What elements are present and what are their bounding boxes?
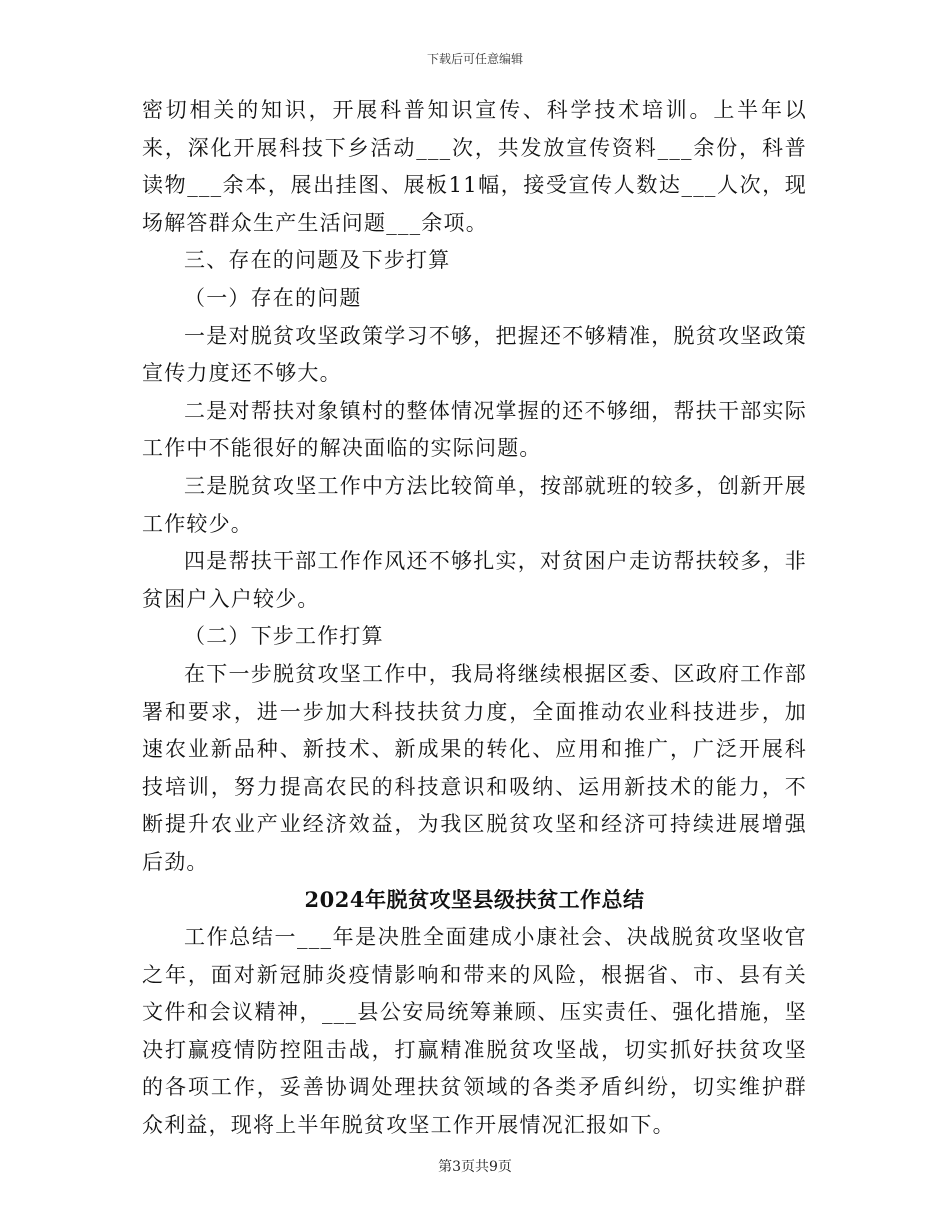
document-body <box>142 92 807 1145</box>
paragraph-next-steps: 在下一步脱贫攻坚工作中，我局将继续根据区委、区政府工作部署和要求，进一步加大科技扶贫力度，全面推动农业科技进步，加速农业新品种、新技术、新成果的转化、应用和推广，广泛开展科技培训，努力提高农民的科技意识和吸纳、运用新技术的能力，不断提升农业产业经济效益，为我区脱贫攻坚和经济可持续进展增强后劲。 <box>142 661 807 874</box>
section-heading-problems-plans: 三、存在的问题及下步打算 <box>184 248 451 273</box>
paragraph-continued: 密切相关的知识，开展科普知识宣传、科学技术培训。上半年以来，深化开展科技下乡活动___次，共发放宣传资料___余份，科普读物___余本，展出挂图、展板11幅，接受宣传人数达___人次，现场解答群众生产生活问题___余项。 <box>142 98 807 235</box>
paragraph-problem-2: 二是对帮扶对象镇村的整体情况掌握的还不够细，帮扶干部实际工作中不能很好的解决面临的实际问题。 <box>142 398 807 461</box>
subheading-problems: （一）存在的问题 <box>184 285 362 310</box>
paragraph-problem-4: 四是帮扶干部工作作风还不够扎实，对贫困户走访帮扶较多，非贫困户入户较少。 <box>142 549 807 611</box>
document-title: 2024年脱贫攻坚县级扶贫工作总结 <box>304 887 645 913</box>
page-number: 第3页共9页 <box>438 1159 512 1175</box>
paragraph-summary-intro: 工作总结一___年是决胜全面建成小康社会、决战脱贫攻坚收官之年，面对新冠肺炎疫情影响和带来的风险，根据省、市、县有关文件和会议精神，___县公安局统筹兼顾、压实责任、强化措施，坚决打赢疫情防控阻击战，打赢精准脱贫攻坚战，切实抓好扶贫攻坚的各项工作，妥善协调处理扶贫领域的各类矛盾纠纷，切实维护群众利益，现将上半年脱贫攻坚工作开展情况汇报如下。 <box>142 925 807 1138</box>
paragraph-problem-3: 三是脱贫攻坚工作中方法比较简单，按部就班的较多，创新开展工作较少。 <box>142 473 807 536</box>
page-header-note: 下载后可任意编辑 <box>426 52 523 66</box>
subheading-next-steps: （二）下步工作打算 <box>184 624 384 649</box>
paragraph-problem-1: 一是对脱贫攻坚政策学习不够，把握还不够精准，脱贫攻坚政策宣传力度还不够大。 <box>142 323 807 386</box>
